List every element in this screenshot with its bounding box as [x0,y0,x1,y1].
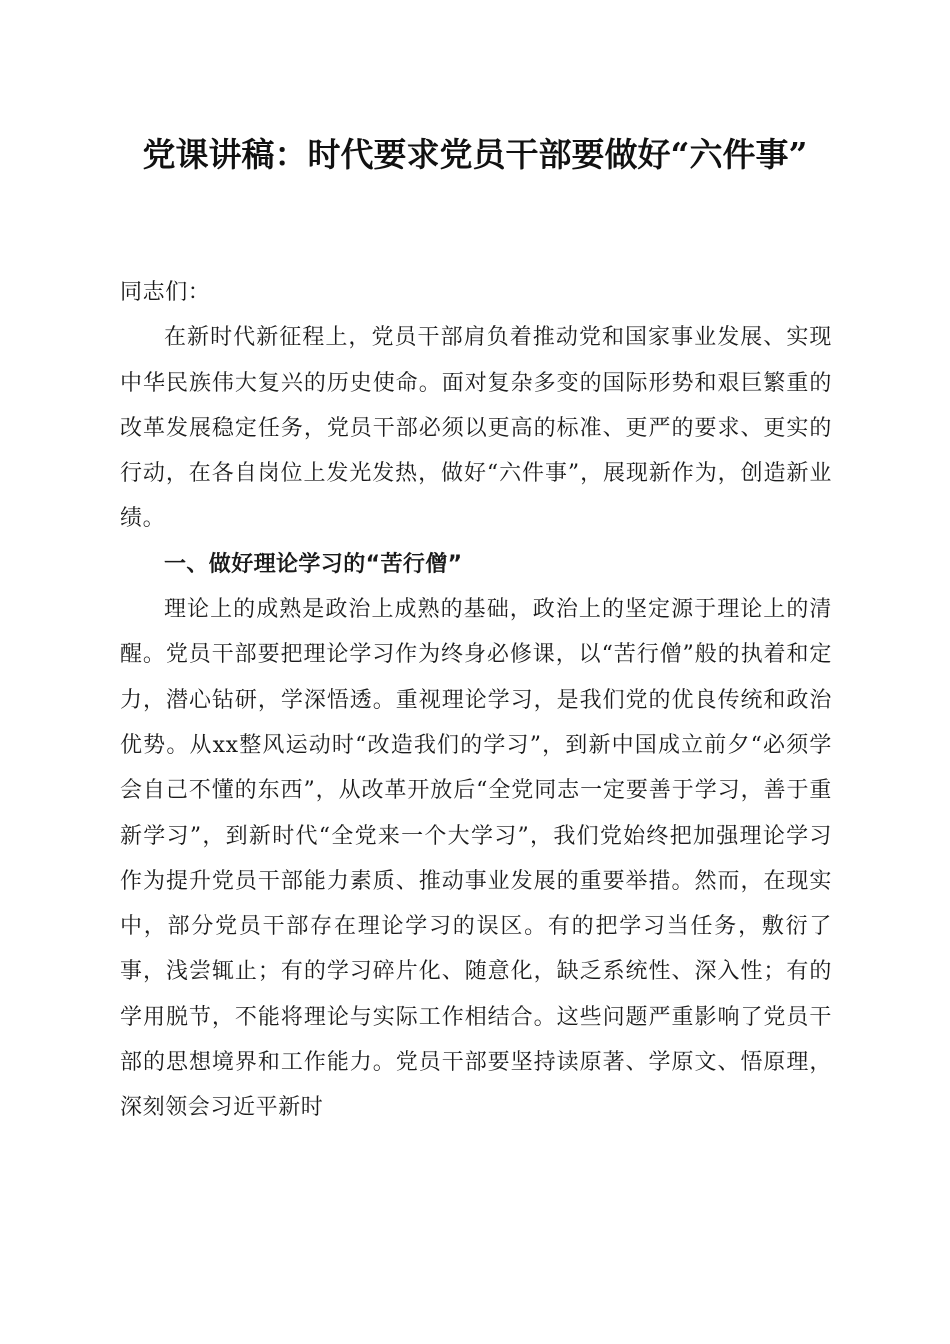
salutation: 同志们： [120,280,211,305]
intro-paragraph: 在新时代新征程上，党员干部肩负着推动党和国家事业发展、实现中华民族伟大复兴的历史使命。面对复杂多变的国际形势和艰巨繁重的改革发展稳定任务，党员干部必须以更高的标准、更严的要求、更实的行动，在各自岗位上发光发热，做好“六件事”，展现新作为，创造新业绩。 [120,325,832,532]
section-heading: 一、做好理论学习的“苦行僧” [164,551,463,577]
document-title: 党课讲稿：时代要求党员干部要做好“六件事” [142,135,808,174]
section-paragraph: 理论上的成熟是政治上成熟的基础，政治上的坚定源于理论上的清醒。党员干部要把理论学习作为终身必修课，以“苦行僧”般的执着和定力，潜心钻研，学深悟透。重视理论学习，是我们党的优良传统和政治优势。从xx整风运动时“改造我们的学习”，到新中国成立前夕“必须学会自己不懂的东西”，从改革开放后“全党同志一定要善于学习，善于重新学习”，到新时代“全党来一个大学习”，我们党始终把加强理论学习作为提升党员干部能力素质、推动事业发展的重要举措。然而，在现实中，部分党员干部存在理论学习的误区。有的把学习当任务，敷衍了事，浅尝辄止；有的学习碎片化、随意化，缺乏系统性、深入性；有的学用脱节，不能将理论与实际工作相结合。这些问题严重影响了党员干部的思想境界和工作能力。党员干部要坚持读原著、学原文、悟原理，深刻领会习近平新时 [120,597,832,1121]
document-body [120,270,832,1131]
